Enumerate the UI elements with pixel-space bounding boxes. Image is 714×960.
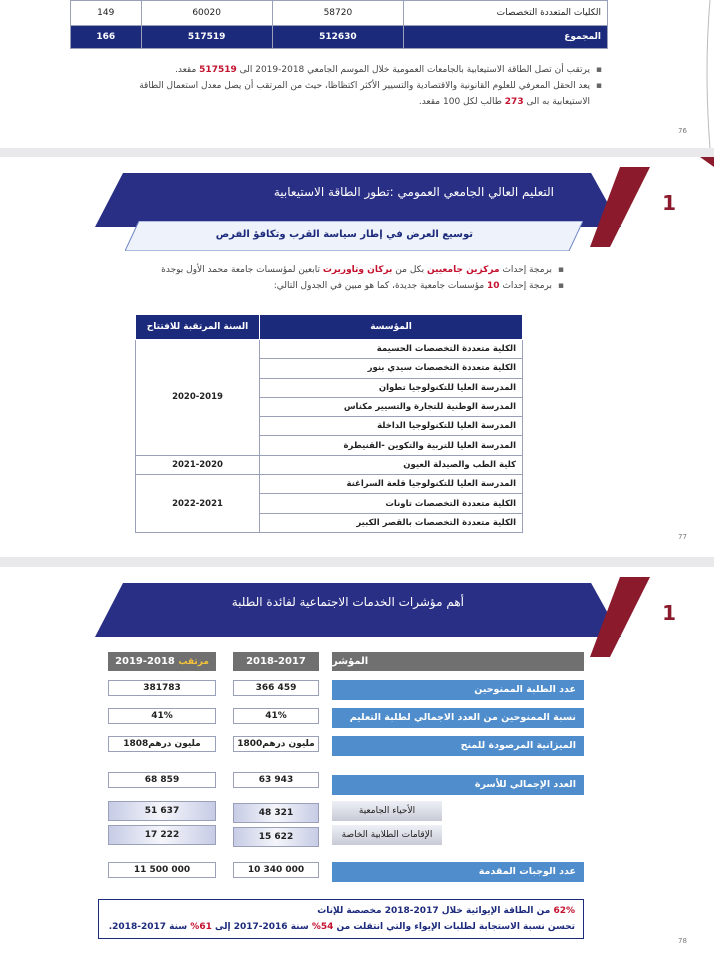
section-number: 1 — [662, 191, 676, 215]
page-number: 76 — [678, 127, 687, 135]
table-row: المدرسة العليا للتربية والتكوين -القنيطرة — [136, 436, 523, 455]
institutions-table — [135, 314, 523, 533]
slide-77 — [0, 157, 714, 557]
value-2018: 51 637 — [108, 801, 216, 821]
table-row: المدرسة العليا للتكنولوجيا تطوان — [136, 378, 523, 397]
table-row: كلية الطب والصيدلة العيون 2021-2020 — [136, 455, 523, 474]
value-2017: 1800مليون درهم — [233, 736, 319, 752]
value-2017: 48 321 — [233, 803, 319, 823]
list-item: ▪ يعد الحقل المعرفي للعلوم القانونية والاقتصادية والتسيير الأكثر اكتظاظا، حيث من المرتقب أن يصل معدل استعمال الطاقة الاستيعابية به الى 273 طالب لكل 100 مقعد. — [102, 78, 602, 110]
sub-indicator-label: الإقامات الطلابية الخاصة — [332, 825, 442, 845]
list-item: ▪ برمجة إحداث 10 مؤسسات جامعية جديدة، كما هو مبين في الجدول التالي: — [144, 278, 564, 294]
bullet-list — [144, 262, 564, 294]
sub-indicator-label: الأحياء الجامعية — [332, 801, 442, 821]
page-curl-decoration — [700, 0, 714, 148]
value-2017: 41% — [233, 708, 319, 724]
indicator-header: المؤشر — [332, 652, 584, 671]
year-header-2018: 2019-2018 مرتقب — [108, 652, 216, 671]
table-row: المدرسة الوطنية للتجارة والتسيير مكناس — [136, 397, 523, 416]
slide-title: أهم مؤشرات الخدمات الاجتماعية لفائدة الطلبة — [231, 595, 464, 609]
value-2018: 68 859 — [108, 772, 216, 788]
indicator-label: الميزانية المرصودة للمنح — [332, 736, 584, 756]
indicator-label: العدد الإجمالي للأسرة — [332, 775, 584, 795]
number-ribbon — [590, 567, 714, 667]
year-cell: 2021-2020 — [136, 455, 260, 474]
page-number: 77 — [678, 533, 687, 541]
list-item: ▪ برمجة إحداث مركزين جامعيين بكل من بركان وتاوريرت تابعين لمؤسسات جامعة محمد الأول بوجدة — [144, 262, 564, 278]
list-item: ▪ يرتقب أن تصل الطاقة الاستيعابية بالجامعات العمومية خلال الموسم الجامعي 2018-2019 الى 517519 مقعد. — [102, 62, 602, 78]
indicator-label: عدد الوجبات المقدمة — [332, 862, 584, 882]
year-header-2017: 2018-2017 — [233, 652, 319, 671]
section-number: 1 — [662, 601, 676, 625]
slide-title: التعليم العالي الجامعي العمومي :تطور الطاقة الاستيعابية — [273, 185, 554, 199]
slide-76 — [0, 0, 714, 148]
capacity-table — [70, 0, 608, 49]
row-label: المجموع — [404, 26, 608, 49]
value-2017: 10 340 000 — [233, 862, 319, 878]
indicator-label: عدد الطلبة الممنوحين — [332, 680, 584, 700]
page-number: 78 — [678, 937, 687, 945]
table-header — [136, 315, 523, 340]
cell: 512630 — [272, 26, 403, 49]
note-line: 62% من الطاقة الإيوائية خلال 2017-2018 مخصصة للإناث — [317, 906, 575, 916]
subtitle: توسيع العرض في إطار سياسة القرب وتكافؤ الفرص — [215, 229, 473, 240]
value-2018: 381783 — [108, 680, 216, 696]
column-header: المؤسسة — [260, 315, 523, 340]
title-banner — [95, 581, 635, 639]
year-cell: 2020-2019 — [136, 340, 260, 456]
table-row: الكلية متعددة التخصصات الحسيمة 2020-2019 — [136, 340, 523, 359]
value-2018: 11 500 000 — [108, 862, 216, 878]
table-row: المدرسة العليا للتكنولوجيا الداخلة — [136, 417, 523, 436]
value-2018: 17 222 — [108, 825, 216, 845]
table-row: الكلية متعددة التخصصات سيدي بنور — [136, 359, 523, 378]
year-cell: 2022-2021 — [136, 475, 260, 533]
table-row: الكلية متعددة التخصصات تاونات — [136, 494, 523, 513]
highlight-box — [98, 899, 584, 939]
row-label: الكليات المتعددة التخصصات — [404, 1, 608, 26]
table-row: الكلية متعددة التخصصات بالقصر الكبير — [136, 513, 523, 532]
cell: 166 — [71, 26, 142, 49]
cell: 58720 — [272, 1, 403, 26]
value-2018: 41% — [108, 708, 216, 724]
bullet-list — [102, 62, 602, 110]
slide-78 — [0, 567, 714, 960]
cell: 149 — [71, 1, 142, 26]
note-line: تحسن نسبة الاستجابة لطلبات الإيواء والتي انتقلت من 54% سنة 2016-2017 إلى 61% سنة 2017-2018. — [108, 922, 575, 932]
table-row: المدرسة العليا للتكنولوجيا قلعة السراغنة 2022-2021 — [136, 475, 523, 494]
value-2018: 1808مليون درهم — [108, 736, 216, 752]
value-2017: 15 622 — [233, 827, 319, 847]
value-2017: 63 943 — [233, 772, 319, 788]
cell: 517519 — [141, 26, 272, 49]
table-row — [71, 1, 608, 26]
value-2017: 366 459 — [233, 680, 319, 696]
total-row — [71, 26, 608, 49]
cell: 60020 — [141, 1, 272, 26]
column-header: السنة المرتقبة للافتتاح — [136, 315, 260, 340]
indicator-label: نسبة الممنوحين من العدد الاجمالي لطلبة التعليم — [332, 708, 584, 728]
number-ribbon — [590, 157, 714, 257]
